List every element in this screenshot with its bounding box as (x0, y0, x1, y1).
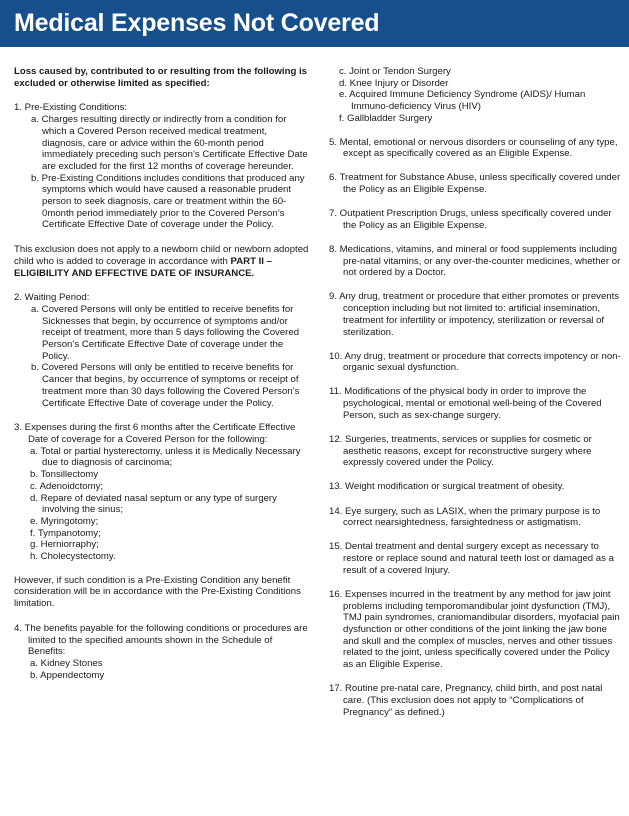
newborn-part-ref: PART II – ELIGIBILITY AND EFFECTIVE DATE OF INSURANCE. (14, 255, 272, 279)
exclusion-item-17: 17. Routine pre-natal care, Pregnancy, child birth, and post natal care. (This exclusion does not apply to “Complications of Pregnancy” as defined.) (329, 683, 603, 718)
list-item: h. Cholecystectomy. (30, 551, 116, 563)
item-1b: b. Pre-Existing Conditions includes conditions that produced any symptoms which would have caused a reasonable prudent person to seek diagnosis, care or treatment within the 60-0month period immediately prior to the Covered Person’s Certificate Effective Date of coverage under the Policy. (31, 172, 305, 231)
item-2-title: 2. Waiting Period: (14, 292, 90, 304)
page-header (0, 0, 629, 47)
item-2b: b. Covered Persons will only be entitled to receive benefits for Cancer that begins, by occurrence of symptoms or receipt of treatment more than 30 days following the Covered Person’s Certificate Effective Date of coverage under the Policy. (31, 362, 300, 409)
item-3-list (14, 446, 312, 563)
item-4-title: 4. The benefits payable for the following conditions or procedures are limited to the specified amounts shown in the Schedule of Benefits: (14, 622, 308, 658)
item-1a: a. Charges resulting directly or indirectly from a condition for which a Covered Person received medical treatment, diagnosis, care or advice within the 60-month period immediately preceding such person’s Certificate Effective Date are excluded for the first 12 months of coverage hereunder. (31, 114, 308, 172)
list-item: d. Repare of deviated nasal septum or any type of surgery involving the sinus; (30, 492, 277, 516)
list-item: a. Kidney Stones (30, 657, 103, 669)
left-column (14, 66, 312, 693)
exclusion-item-5: 5. Mental, emotional or nervous disorders or counseling of any type, except as specifically covered as an Eligible Expense. (329, 136, 618, 160)
item-4-list (14, 658, 312, 681)
exclusion-item-9: 9. Any drug, treatment or procedure that either promotes or prevents conception including but not limited to: artificial insemination, treatment for infertility or impotency, sterilization or reversal of sterilization. (329, 291, 620, 338)
intro-text: Loss caused by, contributed to or resulting from the following is excluded or otherwise limited as specified: (14, 66, 307, 89)
exclusion-item-8: 8. Medications, vitamins, and mineral or food supplements including pre-natal vitamins, or any over-the-counter medicines, whether or not ordered by a Doctor. (329, 243, 621, 279)
exclusion-item-7: 7. Outpatient Prescription Drugs, unless specifically covered under the Policy as an Eligible Expense. (329, 208, 612, 231)
however-text: However, if such condition is a Pre-Existing Condition any benefit consideration will be in accordance with the Pre-Existing Conditions limitation. (14, 574, 301, 610)
list-item: g. Herniorraphy; (30, 539, 99, 551)
newborn-text: This exclusion does not apply to a newborn child or newborn adopted child who is added to coverage in accordance with (14, 244, 309, 267)
list-item: b. Tonsillectomy (30, 469, 99, 481)
list-item: c. Joint or Tendon Surgery (339, 66, 451, 77)
list-item: f. Tympanotomy; (30, 527, 101, 539)
list-item: b. Appendectomy (30, 669, 105, 681)
exclusion-item-15: 15. Dental treatment and dental surgery except as necessary to restore or replace sound and natural teeth lost or damaged as a result of a covered Injury. (329, 541, 614, 576)
item-4-list-continued (329, 66, 622, 125)
list-item: c. Adenoidctomy; (30, 480, 104, 492)
item-3-title: 3. Expenses during the first 6 months after the Certificate Effective Date of coverage for a Covered Person for the following: (14, 422, 296, 445)
exclusion-item-12: 12. Surgeries, treatments, services or supplies for cosmetic or aesthetic reasons, except for reconstructive surgery where expressly covered under the Policy. (329, 433, 592, 469)
right-column (329, 66, 622, 731)
exclusion-item-10: 10. Any drug, treatment or procedure that corrects impotency or non-organic sexual dysfunction. (329, 350, 621, 374)
list-item: a. Total or partial hysterectomy, unless it is Medically Necessary due to diagnosis of carcinoma; (30, 445, 301, 469)
exclusion-list (329, 137, 622, 719)
newborn-exception (14, 244, 312, 279)
exclusion-item-6: 6. Treatment for Substance Abuse, unless specifically covered under the Policy as an Eligible Expense. (329, 172, 621, 196)
item-2a: a. Covered Persons will only be entitled to receive benefits for Sicknesses that begin, by occurrence of symptoms and/or receipt of treatment, more than 5 days following the Covered Person’s Certificate Effective Date of coverage under the Policy. (31, 303, 300, 362)
page-title: Medical Expenses Not Covered (14, 9, 380, 37)
list-item: e. Acquired Immune Deficiency Syndrome (AIDS)/ Human Immuno-deficiency Virus (HIV) (339, 89, 586, 113)
list-item: f. Gallbladder Surgery (339, 112, 433, 124)
exclusion-item-16: 16. Expenses incurred in the treatment by any method for jaw joint problems including temporomandibular joint dysfunction (TMJ), TMJ pain syndromes, craniomandibular disorders, myofacial pain dysfunction or other conditions of the joint linking the jaw bone and skull and the complex of muscles, nerves and other tissues related to the joint, unless specifically covered under the Policy as an Eligible Expense. (329, 588, 620, 671)
exclusion-item-13: 13. Weight modification or surgical treatment of obesity. (329, 481, 565, 493)
item-1-title: 1. Pre-Existing Conditions: (14, 102, 128, 114)
list-item: d. Knee Injury or Disorder (339, 77, 449, 89)
list-item: e. Myringotomy; (30, 515, 99, 527)
exclusion-item-14: 14. Eye surgery, such as LASIX, when the primary purpose is to correct nearsightedness, farsightedness or astigmatism. (329, 505, 601, 529)
exclusion-item-11: 11. Modifications of the physical body in order to improve the psychological, mental or emotional well-being of the Covered Person, such as sex-change surgery. (329, 386, 602, 421)
